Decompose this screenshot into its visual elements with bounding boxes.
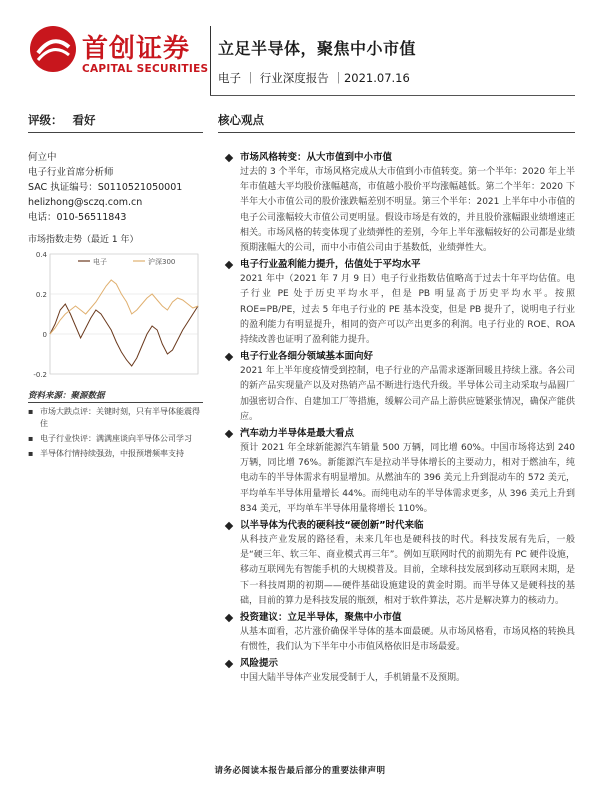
core-view-section xyxy=(218,150,575,256)
market-index-chart xyxy=(28,246,203,386)
section-heading: 市场风格转变：从大市值到中小市值 xyxy=(218,150,575,165)
analyst-sac: SAC 执证编号：S0110521050001 xyxy=(28,182,183,193)
analyst-name: 何立中 xyxy=(28,152,57,163)
chart-legend-label: 沪深300 xyxy=(148,258,176,266)
related-report-item: ▪ 电子行业快评：满满座谈向半导体公司学习 xyxy=(28,433,203,445)
rating-label: 评级： xyxy=(28,113,63,127)
section-body: 2021 年上半年度疫情受到控制，电子行业的产品需求逐渐回暖且持续上涨。各公司的新产品实现量产以及对热销产品不断进行迭代升级。半导体公司主动采取与晶圆厂加强密切合作、自建加工厂等措施，缓解公司产品上游供应链紧张情况，确保产能供应。 xyxy=(240,366,575,422)
core-view-section xyxy=(218,349,575,425)
core-view-section xyxy=(218,610,575,655)
chart-ytick-label: 0.4 xyxy=(35,251,47,259)
section-heading: 以半导体为代表的硬科技“硬创新”时代来临 xyxy=(218,518,575,533)
core-view-section xyxy=(218,426,575,517)
right-rule xyxy=(218,132,575,133)
company-logo xyxy=(28,24,209,84)
core-view-section xyxy=(218,518,575,609)
rating-value: 看好 xyxy=(72,113,96,127)
logo-text-en: CAPITAL SECURITIES xyxy=(82,63,209,75)
core-views-content xyxy=(218,150,575,688)
core-view-section xyxy=(218,656,575,686)
section-heading: 电子行业盈利能力提升，估值处于平均水平 xyxy=(218,257,575,272)
section-heading: 汽车动力半导体是最大看点 xyxy=(218,426,575,441)
header-rule xyxy=(210,95,575,96)
section-body: 中国大陆半导体产业发展受制于人，手机销量不及预期。 xyxy=(240,673,466,684)
section-body: 过去的 3 个半年，市场风格完成从大市值到小市值转变。第一个半年：2020 年上半年市值越大平均股价涨幅越高，市值越小股价平均涨幅越低。第二个半年：2020 下半年大小市值公司的股价涨跌幅差别不明显。第三个半年：2021 上半年中小市值的电子公司涨幅较大市值公司更明显。假设市场是有效的，并且股价涨幅跟业绩增速正相关。市场风格的转变体现了业绩弹性的差别，今年上半年涨幅较好的公司都是业绩预期涨幅大的公司，而中小市值公司由于基数低，业绩弹性大。 xyxy=(240,167,575,254)
left-rule-2 xyxy=(28,402,203,403)
rating xyxy=(28,112,96,128)
left-rule xyxy=(28,132,203,133)
chart-legend-label: 电子 xyxy=(93,258,107,266)
core-views-heading: 核心观点 xyxy=(218,113,264,127)
header-divider xyxy=(210,26,211,96)
chart-series-line xyxy=(50,280,198,334)
section-heading: 电子行业各细分领域基本面向好 xyxy=(218,349,575,364)
logo-mark-icon xyxy=(28,24,78,74)
logo-text-cn: 首创证券 xyxy=(82,34,191,64)
chart-title: 市场指数走势（最近 1 年） xyxy=(28,235,139,245)
core-view-section xyxy=(218,257,575,348)
report-subtitle: 电子 ｜ 行业深度报告 ｜2021.07.16 xyxy=(218,71,410,85)
analyst-role: 电子行业首席分析师 xyxy=(28,167,114,178)
chart-source: 资料来源：聚源数据 xyxy=(28,391,105,401)
chart-ytick-label: -0.2 xyxy=(33,371,47,379)
section-body: 2021 年中（2021 年 7 月 9 日）电子行业指数估值略高于过去十年平均估值。电子行业 PE 处于历史平均水平，但是 PB 明显高于历史平均水平。按照 ROE=PB/PE，过去 5 年电子行业的 PE 基本没变，但是 PB 提升了，说明电子行业的盈利能力有明显提升，相同的资产可以产出更多的利润。电子行业的 ROE、ROA 持续改善也证明了盈利能力提升。 xyxy=(240,274,575,346)
legal-disclaimer-footer: 请务必阅读本报告最后部分的重要法律声明 xyxy=(214,766,386,776)
section-body: 从科技产业发展的路径看，未来几年也是硬科技的时代。科技发展有先后，一般是“硬三年、软三年、商业模式再三年”。例如互联网时代的前期先有 PC 硬件设施，移动互联网先有智能手机的大规模普及。目前，全球科技发展到移动互联网末期，是下一科技周期的初期——硬件基础设施建设的黄金时期。而半导体又是硬科技的基础，目前的算力是科技发展的瓶颈，相对于软件算法，芯片是解决算力的核动力。 xyxy=(240,535,575,606)
section-body: 预计 2021 年全球新能源汽车销量 500 万辆，同比增 60%。中国市场将达到 240 万辆，同比增 76%。新能源汽车是拉动半导体增长的主要动力，相对于燃油车，纯电动车的半导体需求有明显增加。从燃油车的 396 美元上升到混动车的 572 美元，平均单车半导体用量增长 44%。而纯电动车的半导体需求更多，从 396 美元上升到 834 美元，平均单车半导体用量将增长 110%。 xyxy=(240,443,575,514)
report-title: 立足半导体，聚焦中小市值 xyxy=(218,39,417,58)
analyst-email: helizhong@sczq.com.cn xyxy=(28,197,143,208)
related-report-item: ▪ 市场大跌点评：关键时刻，只有半导体能震得住 xyxy=(28,406,203,430)
section-heading: 风险提示 xyxy=(218,656,575,671)
section-heading: 投资建议：立足半导体，聚焦中小市值 xyxy=(218,610,575,625)
related-report-item: ▪ 半导体行情持续强劲，中报预增频率支持 xyxy=(28,448,203,460)
chart-series-line xyxy=(50,304,198,366)
related-reports xyxy=(28,406,203,463)
analyst-info xyxy=(28,150,182,225)
analyst-phone: 电话：010-56511843 xyxy=(28,212,127,223)
chart-ytick-label: 0.2 xyxy=(35,291,47,299)
chart-ytick-label: 0 xyxy=(42,331,47,339)
section-body: 从基本面看，芯片涨价确保半导体的基本面最硬。从市场风格看，市场风格的转换具有惯性，我们认为下半年中小市值风格依旧是市场最爱。 xyxy=(240,627,575,653)
